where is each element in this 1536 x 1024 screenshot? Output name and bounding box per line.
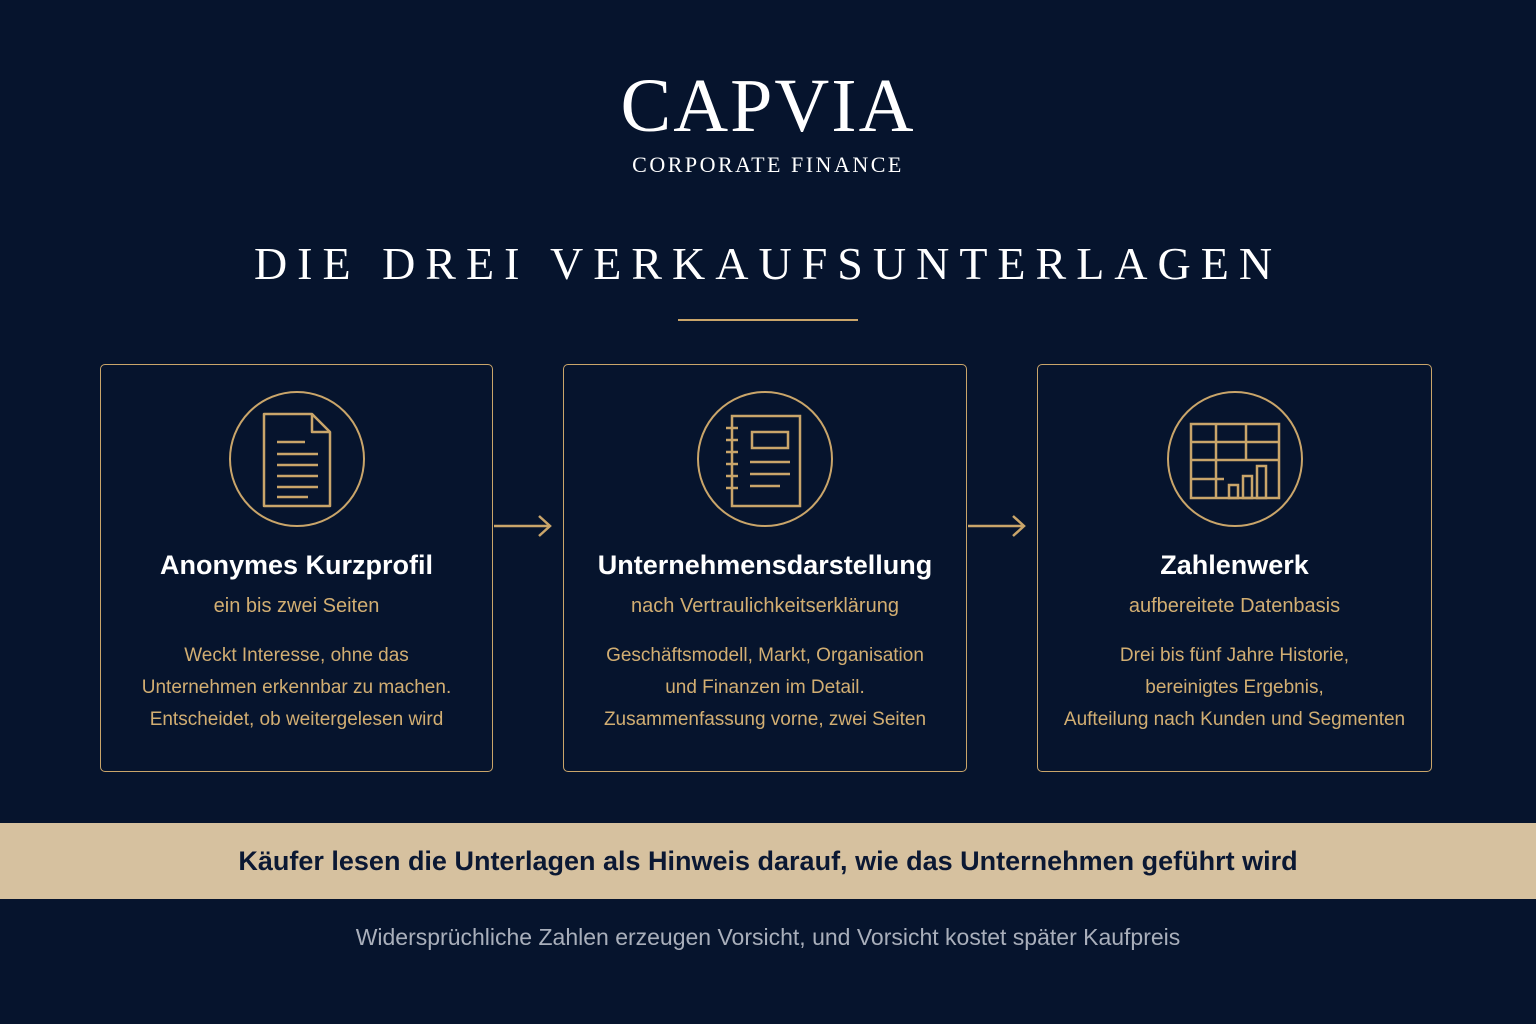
title-divider: [678, 319, 858, 321]
card-subtitle: ein bis zwei Seiten: [213, 595, 380, 617]
card-description: [1046, 640, 1423, 736]
document-icon: [228, 390, 366, 528]
footer-note: Widersprüchliche Zahlen erzeugen Vorsicht, und Vorsicht kostet später Kaufpreis: [355, 924, 1181, 950]
card-description: [109, 640, 484, 736]
card-subtitle: aufbereitete Datenbasis: [1128, 595, 1341, 617]
card-kurzprofil: [100, 364, 493, 772]
spreadsheet-chart-icon: [1166, 390, 1304, 528]
card-description-line: bereinigtes Ergebnis,: [1145, 677, 1324, 698]
brand-name: CAPVIA: [620, 64, 916, 148]
card-zahlenwerk: [1037, 364, 1432, 772]
notebook-icon: [696, 390, 834, 528]
card-description-line: Unternehmen erkennbar zu machen.: [141, 677, 452, 698]
card-description: [572, 640, 958, 736]
card-title: Zahlenwerk: [1160, 550, 1309, 580]
card-unternehmensdarstellung: [563, 364, 967, 772]
card-subtitle: nach Vertraulichkeitserklärung: [631, 595, 899, 617]
brand-subtitle: CORPORATE FINANCE: [632, 152, 904, 177]
card-description-line: Zusammenfassung vorne, zwei Seiten: [603, 709, 927, 730]
brand-logo: [0, 62, 1536, 178]
card-description-line: Aufteilung nach Kunden und Segmenten: [1063, 709, 1406, 730]
card-description-line: Weckt Interesse, ohne das: [184, 645, 409, 666]
card-title: Anonymes Kurzprofil: [159, 550, 434, 580]
card-title: Unternehmensdarstellung: [597, 550, 933, 580]
arrow-right-icon: [968, 512, 1030, 540]
card-description-line: Entscheidet, ob weitergelesen wird: [149, 709, 444, 730]
page-title: DIE DREI VERKAUFSUNTERLAGEN: [253, 238, 1283, 289]
arrow-right-icon: [494, 512, 556, 540]
card-description-line: Drei bis fünf Jahre Historie,: [1119, 645, 1350, 666]
card-description-line: und Finanzen im Detail.: [665, 677, 865, 698]
card-description-line: Geschäftsmodell, Markt, Organisation: [606, 645, 924, 666]
highlight-banner: [0, 823, 1536, 899]
banner-text: Käufer lesen die Unterlagen als Hinweis darauf, wie das Unternehmen geführt wird: [238, 846, 1298, 876]
